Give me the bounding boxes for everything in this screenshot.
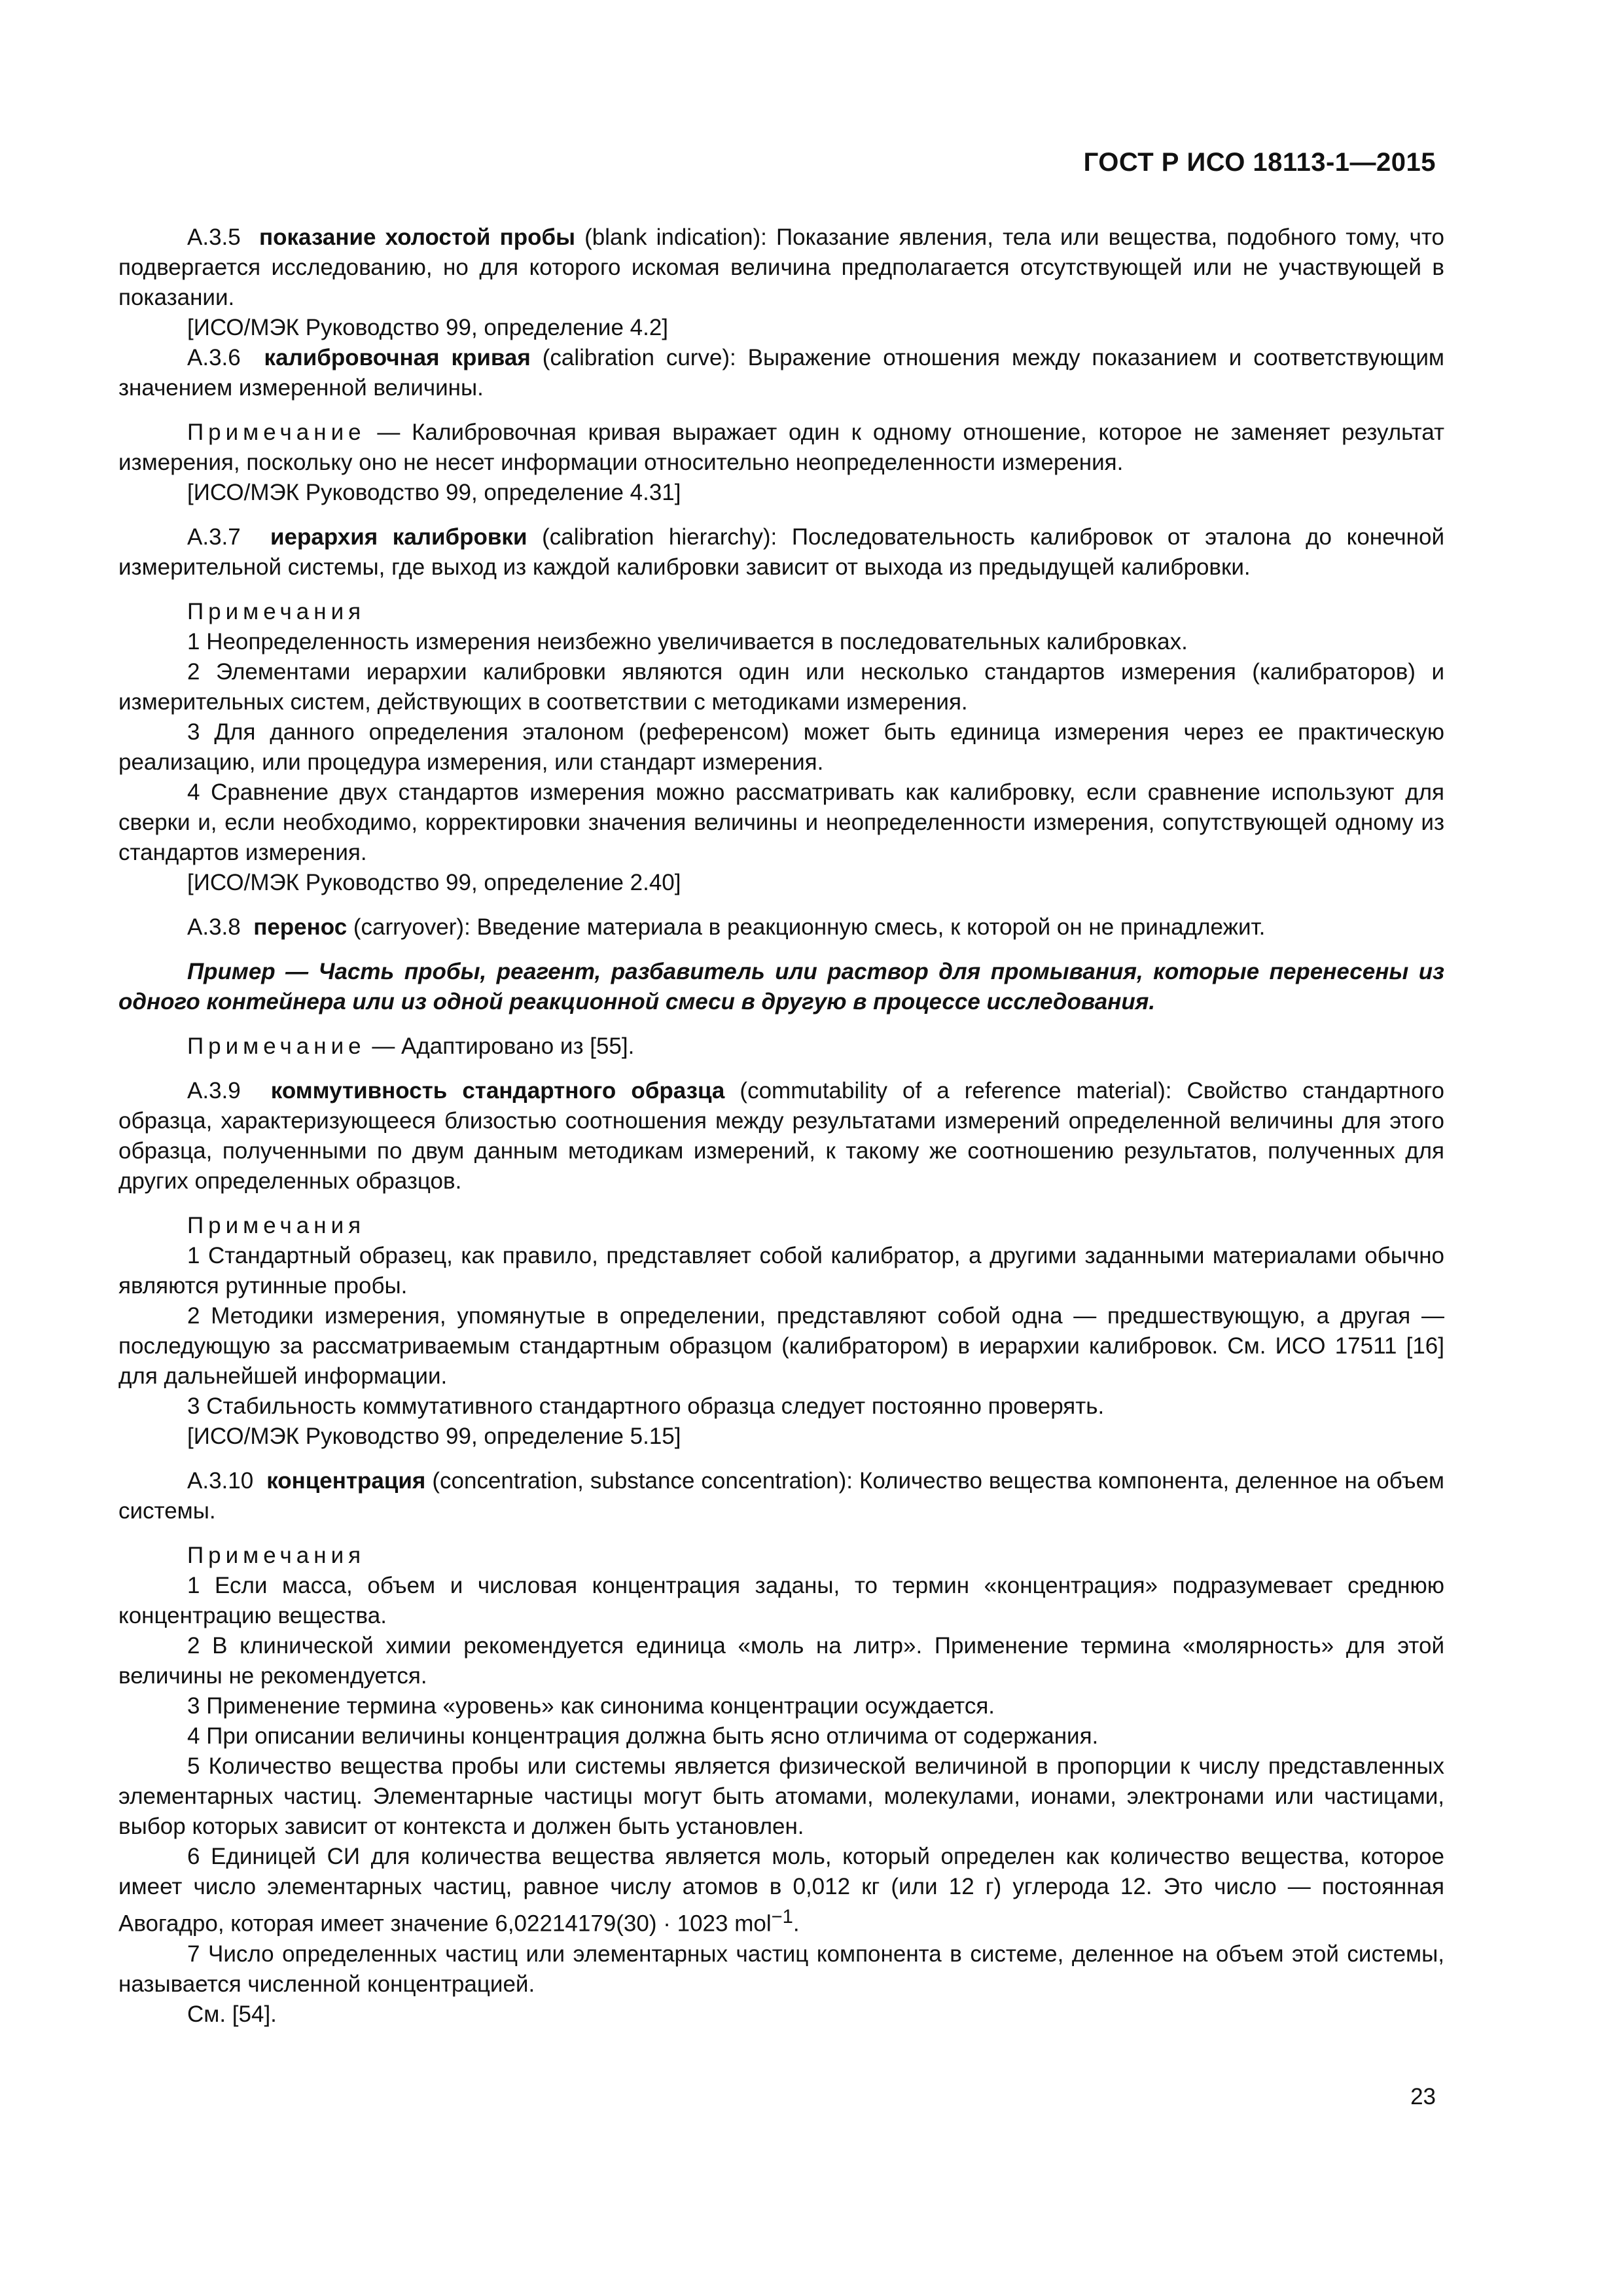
example: Пример — Часть пробы, реагент, разбавитель или раствор для промывания, которые перенесены из одного контейнера или из одной реакционной смеси в другую в процессе исследования. <box>118 959 1444 1014</box>
note-item: 3 Для данного определения эталоном (референсом) может быть единица измерения через ее практическую реализацию, или процедура измерения, или стандарт измерения. <box>118 719 1444 775</box>
note-label: Примечание <box>187 420 366 445</box>
definition-text: (commutability of a reference material): Свойство стандартного образца, характеризующееся близостью соотношения между результатами измерений определенной величины для этого образца, полученными по двум данным методикам измерений, к такому же соотношению результатов, полученных для других определенных образцов. <box>118 1078 1444 1194</box>
note-text: — Адаптировано из [55]. <box>365 1033 635 1059</box>
notes-label <box>118 597 1444 627</box>
reference: [ИСО/МЭК Руководство 99, определение 5.15] <box>187 1424 681 1449</box>
definition-a36 <box>118 343 1444 403</box>
definition-text: (concentration, substance concentration): Количество вещества компонента, деленное на объем системы. <box>118 1468 1444 1524</box>
note-item: 4 При описании величины концентрация должна быть ясно отличима от содержания. <box>187 1723 1099 1749</box>
term: иерархия калибровки <box>270 524 527 550</box>
note-item: 1 Неопределенность измерения неизбежно увеличивается в последовательных калибровках. <box>187 629 1188 655</box>
definition-a38 <box>118 912 1444 942</box>
definition-a310 <box>118 1466 1444 1526</box>
superscript: −1 <box>771 1907 793 1928</box>
definition-a39 <box>118 1076 1444 1196</box>
note-item: 2 Элементами иерархии калибровки являются один или несколько стандартов измерения (калибраторов) и измерительных систем, действующих в соответствии с методиками измерения. <box>118 659 1444 715</box>
term: калибровочная кривая <box>264 345 531 370</box>
note-item: 4 Сравнение двух стандартов измерения можно рассматривать как калибровку, если сравнение используют для сверки и, если необходимо, корректировки значения величины и неопределенности измерения, сопутствующей одному из стандартов измерения. <box>118 780 1444 865</box>
clause-number: А.3.9 <box>187 1078 241 1103</box>
definition-text: (calibration hierarchy): Последовательность калибровок от эталона до конечной измерительной системы, где выход из каждой калибровки зависит от выхода из предыдущей калибровки. <box>118 524 1445 580</box>
note <box>118 418 1444 478</box>
note-item: 3 Применение термина «уровень» как синонима концентрации осуждается. <box>187 1693 995 1719</box>
notes-label <box>118 1211 1444 1241</box>
notes-label <box>118 1541 1444 1571</box>
note-item: 2 Методики измерения, упомянутые в определении, представляют собой одна — предшествующую, а другая — последующую за рассматриваемым стандартным образцом (калибратором) в иерархии калибровок. См. ИСО 17511 [16] для дальнейшей информации. <box>118 1303 1444 1389</box>
note-item: 1 Стандартный образец, как правило, представляет собой калибратор, а другими заданными материалами обычно являются рутинные пробы. <box>118 1243 1444 1299</box>
term: коммутивность стандартного образца <box>270 1078 725 1103</box>
definition-a37 <box>118 522 1444 583</box>
standard-header: ГОСТ Р ИСО 18113-1—2015 <box>1083 148 1436 177</box>
definition-text: (carryover): Введение материала в реакционную смесь, к которой он не принадлежит. <box>347 914 1266 940</box>
clause-number: А.3.7 <box>187 524 241 550</box>
note-item: 7 Число определенных частиц или элементарных частиц компонента в системе, деленное на объем этой системы, называется численной концентрацией. <box>118 1941 1444 1997</box>
term: перенос <box>253 914 348 940</box>
see-reference: См. [54]. <box>187 2001 277 2027</box>
definition-a35 <box>118 223 1444 313</box>
note-end: . <box>793 1910 800 1937</box>
term: показание холостой пробы <box>259 224 575 250</box>
definition-text: (blank indication): Показание явления, тела или вещества, подобного тому, что подвергается исследованию, но для которого искомая величина предполагается отсутствующей или не участвующей в показании. <box>118 224 1445 310</box>
reference: [ИСО/МЭК Руководство 99, определение 4.2] <box>187 315 669 340</box>
reference: [ИСО/МЭК Руководство 99, определение 4.31] <box>187 480 681 505</box>
note-item <box>118 1842 1444 1939</box>
note-label: Примечание <box>187 1033 366 1059</box>
note-text: — Калибровочная кривая выражает один к одному отношение, которое не заменяет результат измерения, поскольку оно не несет информации относительно неопределенности измерения. <box>118 420 1444 475</box>
definition-text: (calibration curve): Выражение отношения между показанием и соответствующим значением измеренной величины. <box>118 345 1444 401</box>
note-text: 6 Единицей СИ для количества вещества является моль, который определен как количество вещества, которое имеет число элементарных частиц, равное числу атомов в 0,012 кг (или 12 г) углерода 12. Это число — постоянная Авогадро, которая имеет значение 6,02214179(30) · 1023 mol <box>118 1844 1444 1937</box>
document-body <box>118 223 1444 2030</box>
note-item: 1 Если масса, объем и числовая концентрация заданы, то термин «концентрация» подразумевает среднюю концентрацию вещества. <box>118 1573 1444 1628</box>
clause-number: А.3.5 <box>187 224 241 250</box>
page-number: 23 <box>1410 2084 1436 2109</box>
notes-label-text: Примечания <box>187 1543 366 1568</box>
note <box>118 1031 1444 1062</box>
note-item: 3 Стабильность коммутативного стандартного образца следует постоянно проверять. <box>187 1393 1105 1419</box>
term: концентрация <box>266 1468 426 1494</box>
clause-number: А.3.10 <box>187 1468 254 1494</box>
note-item: 5 Количество вещества пробы или системы является физической величиной в пропорции к числу представленных элементарных частиц. Элементарные частицы могут быть атомами, молекулами, ионами, электронами или частицами, выбор которых зависит от контекста и должен быть установлен. <box>118 1753 1444 1839</box>
note-item: 2 В клинической химии рекомендуется единица «моль на литр». Применение термина «молярность» для этой величины не рекомендуется. <box>118 1633 1444 1689</box>
notes-label-text: Примечания <box>187 599 366 624</box>
reference: [ИСО/МЭК Руководство 99, определение 2.40] <box>187 870 681 895</box>
notes-label-text: Примечания <box>187 1213 366 1238</box>
clause-number: А.3.6 <box>187 345 241 370</box>
clause-number: А.3.8 <box>187 914 241 940</box>
